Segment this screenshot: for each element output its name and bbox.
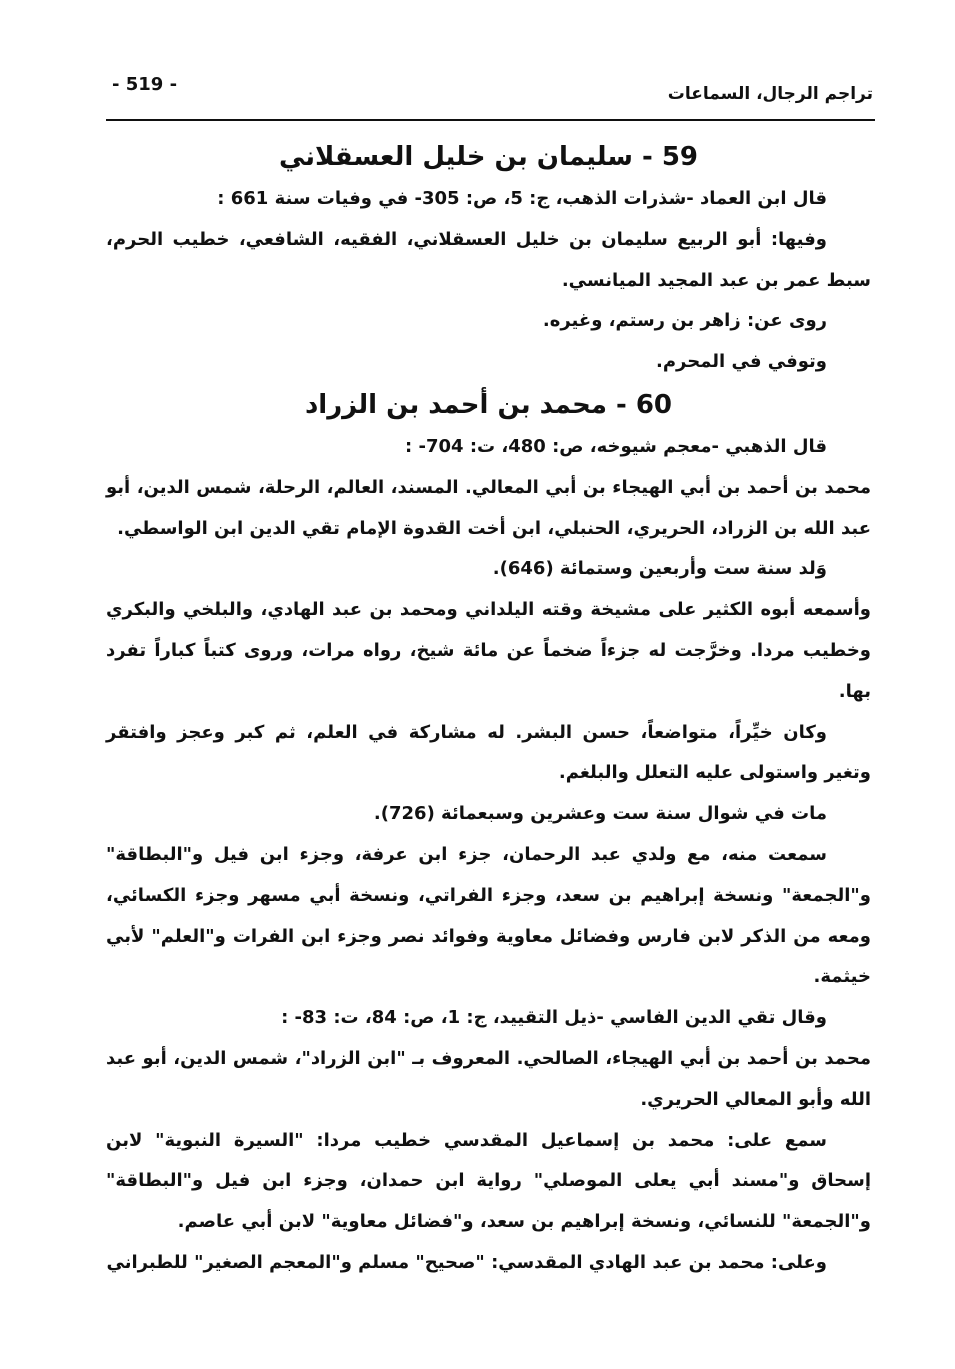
paragraph: وقال تقي الدين الفاسي -ذيل التقييد، ج: 1، ص: 84، ت: 83- :	[281, 1007, 827, 1029]
header-rule	[106, 119, 875, 121]
paragraph: وَلد سنة ست وأربعين وستمائة (646).	[492, 558, 827, 580]
paragraph: محمد بن أحمد بن أبي الهيجاء بن أبي المعالي. المسند، العالم، الرحلة، شمس الدين، أبو عبد الله بن الزراد، الحريري، الحنبلي، ابن أخت القدوة الإمام تقي الدين ابن الواسطي.	[106, 476, 871, 539]
paragraph: سمعت منه، مع ولدي عبد الرحمان، جزء ابن عرفة، وجزء ابن فيل و"البطاقة" و"الجمعة" ونسخة إبراهيم بن سعد، وجزء الفراتي، ونسخة أبي مسهر وجزء الكسائي، ومعه من الذكر لابن فارس وفضائل معاوية وفوائد نصر وجزء ابن الفرات و"العلم" لأبي خيثمة.	[106, 843, 871, 988]
page-body	[106, 135, 871, 1284]
paragraph: سمع على: محمد بن إسماعيل المقدسي خطيب مردا: "السيرة النبوية" لابن إسحاق و"مسند أبي يعلى الموصلي" رواية ابن حمدان، وجزء ابن فيل و"البطاقة" و"الجمعة" للنسائي، ونسخة إبراهيم بن سعد، و"فضائل معاوية" لابن أبي عاصم.	[106, 1129, 871, 1233]
paragraph: وأسمعه أبوه الكثير على مشيخة وقته اليلداني ومحمد بن عبد الهادي، والبلخي والبكري وخطيب مردا. وخرَّجت له جزءاً ضخماً عن مائة شيخ، رواه مرات، وروى كتباً كباراً تفرد بها.	[106, 599, 871, 702]
paragraph: روى عن: زاهر بن رستم، وغيره.	[542, 310, 827, 332]
paragraph: وعلى: محمد بن عبد الهادي المقدسي: "صحيح" مسلم و"المعجم الصغير" للطبراني	[106, 1251, 827, 1273]
paragraph: وفيها: أبو الربيع سليمان بن خليل العسقلاني، الفقيه، الشافعي، خطيب الحرم، سبط عمر بن عبد المجيد الميانسي.	[106, 228, 871, 291]
paragraph: مات في شوال سنة ست وعشرين وسبعمائة (726).	[373, 803, 827, 825]
entry-title: 59 - سليمان بن خليل العسقلاني	[278, 142, 699, 172]
paragraph: قال الذهبي -معجم شيوخه، ص: 480، ت: 704- :	[405, 435, 827, 457]
paragraph: وكان خيِّراً، متواضعاً، حسن البشر. له مشاركة في العلم، ثم كبر وعجز وافتقر وتغير واستولى عليه التعلل والبلغم.	[106, 721, 871, 784]
entry-title: 60 - محمد بن أحمد بن الزراد	[304, 389, 673, 420]
paragraph: وتوفي في المحرم.	[656, 351, 827, 373]
paragraph: محمد بن أحمد بن أبي الهيجاء، الصالحي. المعروف بـ "ابن الزراد"، شمس الدين، أبو عبد الله وأبو المعالي الحريري.	[106, 1047, 871, 1110]
page-number: - 519 -	[112, 74, 178, 95]
running-title: تراجم الرجال، السماعات	[667, 84, 873, 104]
paragraph: قال ابن العماد -شذرات الذهب، ج: 5، ص: 305- في وفيات سنة 661 :	[217, 188, 827, 209]
